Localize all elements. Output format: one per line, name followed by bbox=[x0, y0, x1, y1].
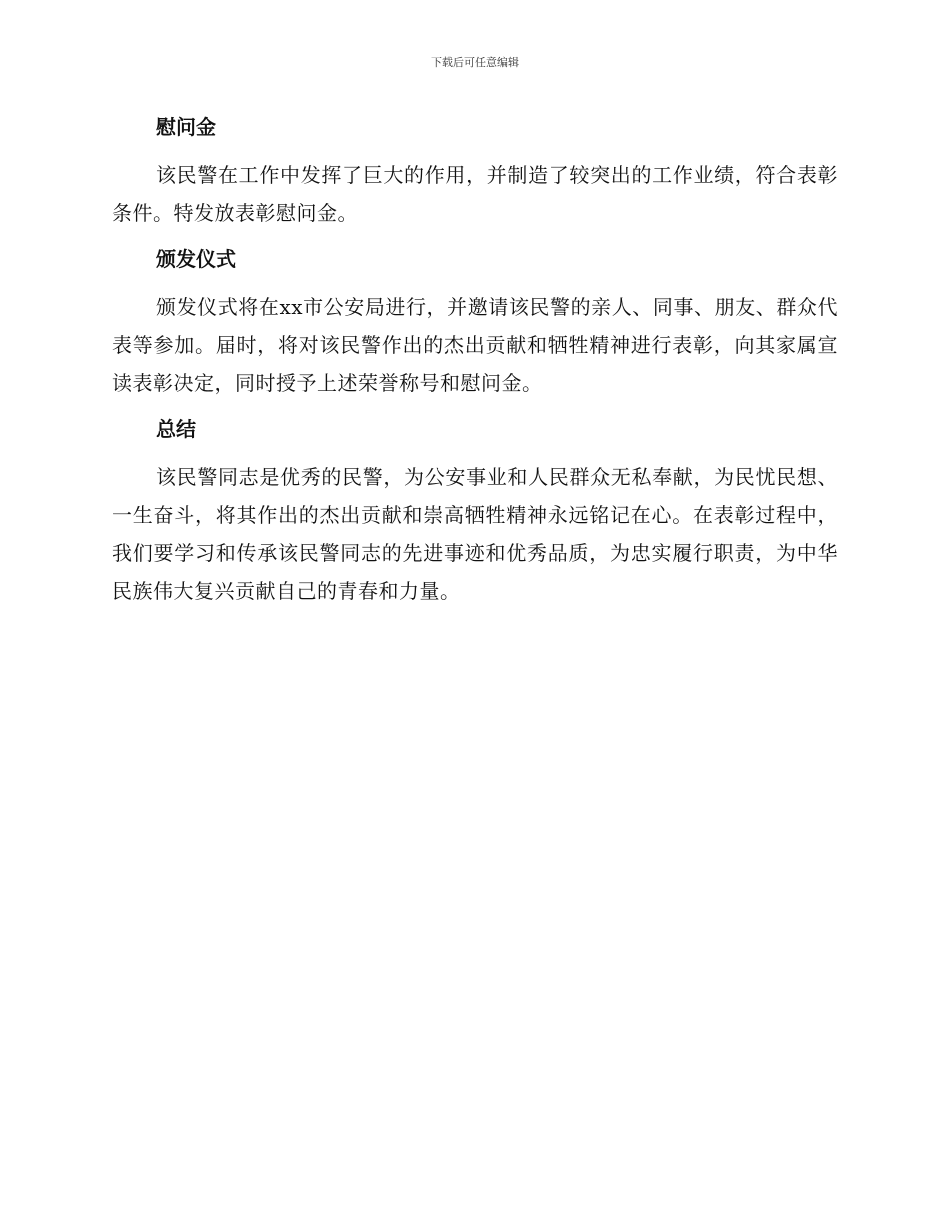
section-heading: 慰问金 bbox=[156, 115, 216, 139]
section-paragraph: 该民警在工作中发挥了巨大的作用，并制造了较突出的工作业绩，符合表彰条件。特发放表彰慰问金。 bbox=[112, 163, 838, 225]
document-body bbox=[112, 112, 838, 622]
section-paragraph: 该民警同志是优秀的民警，为公安事业和人民群众无私奉献，为民忧民想、一生奋斗，将其作出的杰出贡献和崇高牺牲精神永远铭记在心。在表彰过程中，我们要学习和传承该民警同志的先进事迹和优秀品质，为忠实履行职责，为中华民族伟大复兴贡献自己的青春和力量。 bbox=[112, 465, 838, 603]
section-award-ceremony bbox=[112, 244, 838, 402]
section-heading: 颁发仪式 bbox=[156, 247, 236, 271]
page-header: 下载后可任意编辑 bbox=[431, 56, 519, 69]
section-paragraph: 颁发仪式将在xx市公安局进行，并邀请该民警的亲人、同事、朋友、群众代表等参加。届时，将对该民警作出的杰出贡献和牺牲精神进行表彰，向其家属宣读表彰决定，同时授予上述荣誉称号和慰问金。 bbox=[112, 295, 838, 395]
section-summary bbox=[112, 414, 838, 610]
section-condolence-money bbox=[112, 112, 838, 232]
section-heading: 总结 bbox=[156, 417, 196, 441]
